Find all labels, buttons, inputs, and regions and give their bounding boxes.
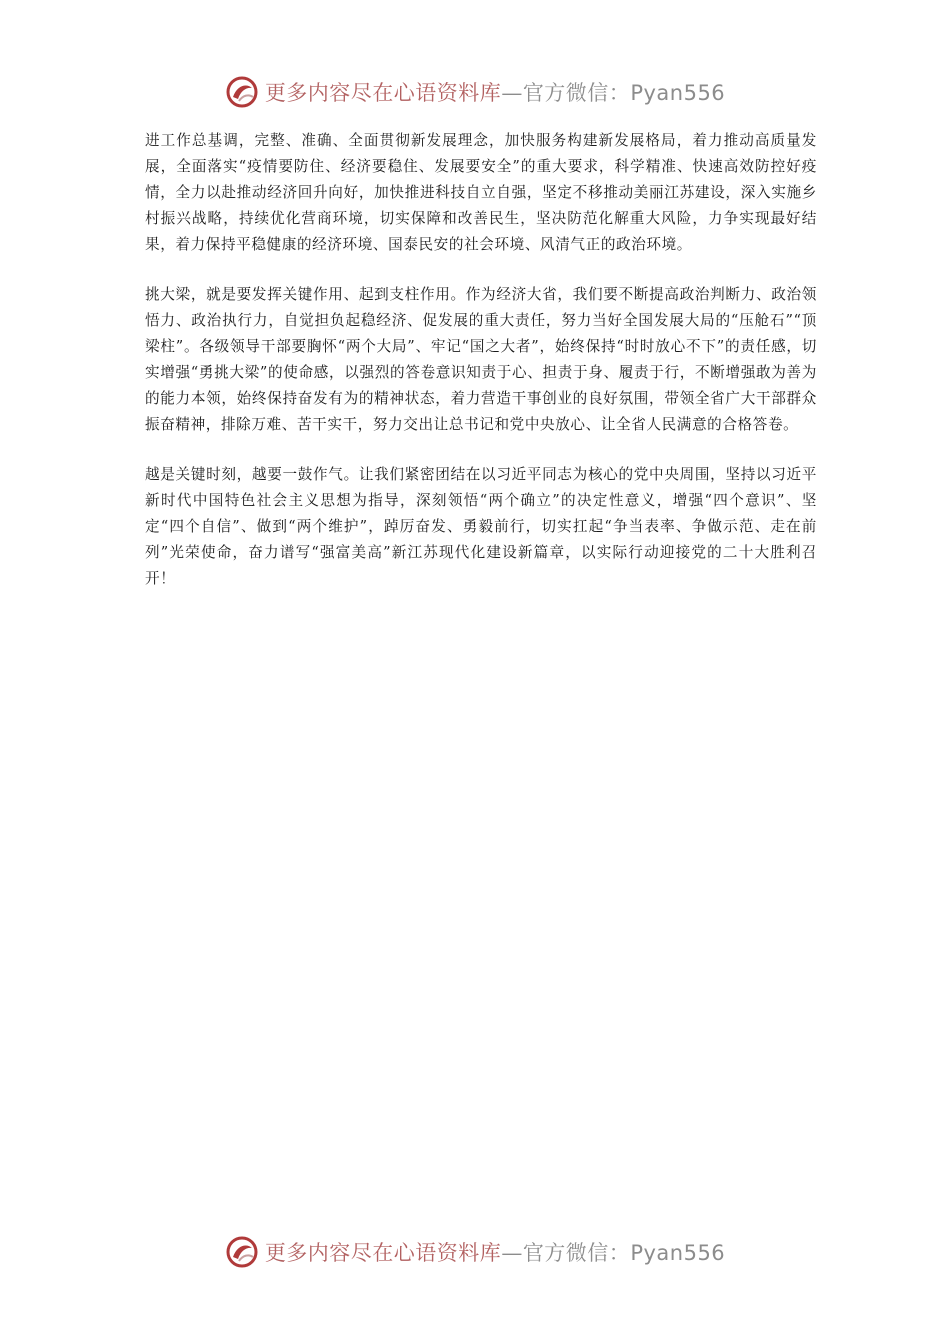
banner-wechat-label: 官方微信： xyxy=(522,1241,631,1265)
document-body xyxy=(145,128,817,616)
banner-dash: — xyxy=(501,1241,523,1265)
banner-main-text: 更多内容尽在心语资料库 xyxy=(264,81,502,105)
red-swirl-logo-icon xyxy=(225,75,259,109)
header-banner xyxy=(0,72,950,112)
paragraph-3: 越是关键时刻，越要一鼓作气。让我们紧密团结在以习近平同志为核心的党中央周围，坚持以习近平新时代中国特色社会主义思想为指导，深刻领悟“两个确立”的决定性意义，增强“四个意识”、坚定“四个自信”、做到“两个维护”，踔厉奋发、勇毅前行，切实扛起“争当表率、争做示范、走在前列”光荣使命，奋力谱写“强富美高”新江苏现代化建设新篇章，以实际行动迎接党的二十大胜利召开！ xyxy=(145,466,817,587)
paragraph-2: 挑大梁，就是要发挥关键作用、起到支柱作用。作为经济大省，我们要不断提高政治判断力、政治领悟力、政治执行力，自觉担负起稳经济、促发展的重大责任，努力当好全国发展大局的“压舱石”“顶梁柱”。各级领导干部要胸怀“两个大局”、牢记“国之大者”，始终保持“时时放心不下”的责任感，切实增强“勇挑大梁”的使命感，以强烈的答卷意识知责于心、担责于身、履责于行，不断增强敢为善为的能力本领，始终保持奋发有为的精神状态，着力营造干事创业的良好氛围，带领全省广大干部群众振奋精神，排除万难、苦干实干，努力交出让总书记和党中央放心、让全省人民满意的合格答卷。 xyxy=(145,286,817,433)
footer-banner xyxy=(0,1232,950,1272)
paragraph-1: 进工作总基调，完整、准确、全面贯彻新发展理念，加快服务构建新发展格局，着力推动高质量发展，全面落实“疫情要防住、经济要稳住、发展要安全”的重大要求，科学精准、快速高效防控好疫情，全力以赴推动经济回升向好，加快推进科技自立自强，坚定不移推动美丽江苏建设，深入实施乡村振兴战略，持续优化营商环境，切实保障和改善民生，坚决防范化解重大风险，力争实现最好结果，着力保持平稳健康的经济环境、国泰民安的社会环境、风清气正的政治环境。 xyxy=(145,132,817,253)
banner-wechat-id: Pyan556 xyxy=(630,1241,726,1265)
banner-text xyxy=(265,77,725,107)
banner-wechat-id: Pyan556 xyxy=(630,81,726,105)
banner-main-text: 更多内容尽在心语资料库 xyxy=(264,1241,502,1265)
banner-dash: — xyxy=(501,81,523,105)
banner-wechat-label: 官方微信： xyxy=(522,81,631,105)
red-swirl-logo-icon xyxy=(225,1235,259,1269)
banner-text xyxy=(265,1237,725,1267)
